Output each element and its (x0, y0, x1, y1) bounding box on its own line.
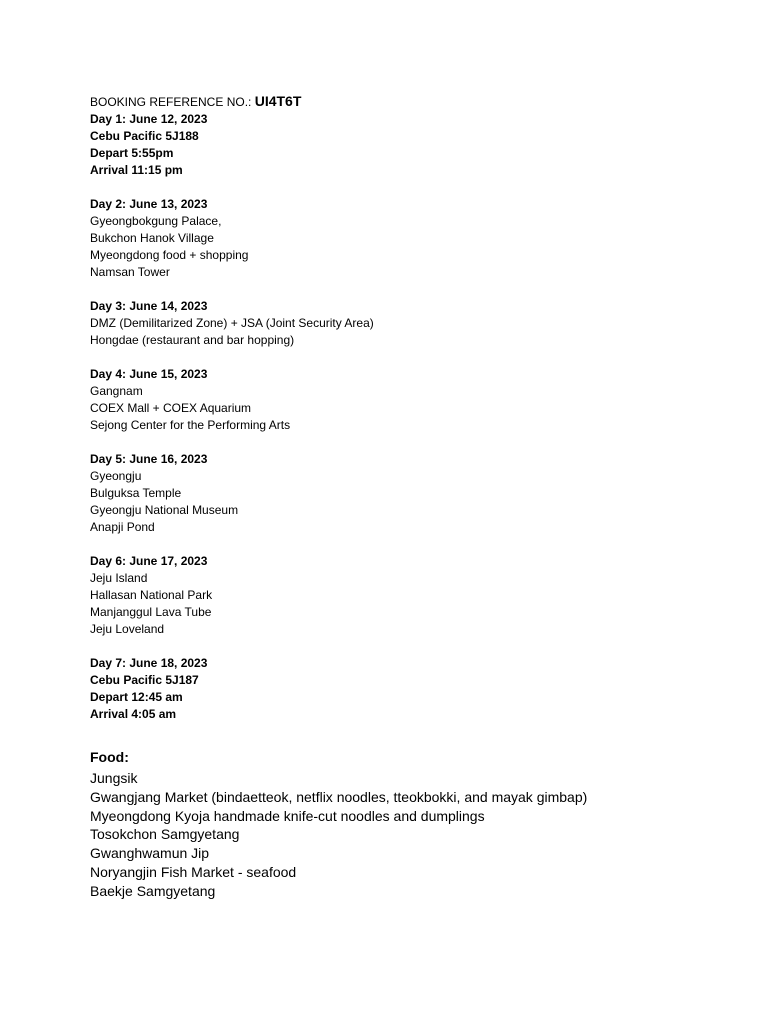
food-item: Gwangjang Market (bindaetteok, netflix noodles, tteokbokki, and mayak gimbap) (90, 788, 588, 805)
day-title: Day 7: June 18, 2023 (90, 656, 208, 670)
day-title: Day 4: June 15, 2023 (90, 367, 208, 381)
activity-line: Hongdae (restaurant and bar hopping) (90, 333, 295, 347)
day-title: Day 3: June 14, 2023 (90, 299, 208, 313)
activity-line: Gyeongbokgung Palace, (90, 214, 222, 228)
food-item: Jungsik (90, 770, 138, 786)
booking-reference (90, 93, 730, 111)
food-heading: Food: (90, 749, 129, 765)
day-2-section (90, 196, 730, 281)
activity-line: Bukchon Hanok Village (90, 231, 214, 245)
activity-line: DMZ (Demilitarized Zone) + JSA (Joint Security Area) (90, 316, 374, 330)
itinerary-content (90, 93, 730, 901)
activity-line: COEX Mall + COEX Aquarium (90, 401, 252, 415)
day-title: Day 1: June 12, 2023 (90, 112, 208, 126)
day-7-section (90, 655, 730, 723)
day-1-section (90, 111, 730, 179)
food-item: Gwanghwamun Jip (90, 845, 210, 862)
activity-line: Gangnam (90, 384, 143, 398)
activity-line: Gyeongju National Museum (90, 503, 239, 517)
food-item: Baekje Samgyetang (90, 882, 216, 899)
day-5-section (90, 451, 730, 536)
activity-line: Hallasan National Park (90, 588, 213, 602)
food-section (90, 748, 730, 901)
day-3-section (90, 298, 730, 349)
activity-line: Namsan Tower (90, 265, 170, 279)
activity-line: Jeju Loveland (90, 622, 165, 636)
day-title: Day 2: June 13, 2023 (90, 197, 208, 211)
day-title: Day 5: June 16, 2023 (90, 452, 208, 466)
food-item: Tosokchon Samgyetang (90, 826, 240, 843)
booking-reference-label: BOOKING REFERENCE NO.: (90, 95, 252, 109)
arrival-line: Arrival 4:05 am (90, 707, 177, 721)
activity-line: Manjanggul Lava Tube (90, 605, 212, 619)
day-title: Day 6: June 17, 2023 (90, 554, 208, 568)
departure-line: Depart 12:45 am (90, 690, 183, 704)
activity-line: Jeju Island (90, 571, 148, 585)
flight-line: Cebu Pacific 5J188 (90, 129, 199, 143)
activity-line: Anapji Pond (90, 520, 155, 534)
activity-line: Sejong Center for the Performing Arts (90, 418, 291, 432)
departure-line: Depart 5:55pm (90, 146, 174, 160)
food-item: Myeongdong Kyoja handmade knife-cut noodles and dumplings (90, 807, 485, 824)
booking-reference-code: UI4T6T (254, 93, 302, 109)
activity-line: Myeongdong food + shopping (90, 248, 249, 262)
day-6-section (90, 553, 730, 638)
arrival-line: Arrival 11:15 pm (90, 163, 183, 177)
food-item: Noryangjin Fish Market - seafood (90, 863, 297, 880)
day-4-section (90, 366, 730, 434)
activity-line: Gyeongju (90, 469, 142, 483)
flight-line: Cebu Pacific 5J187 (90, 673, 199, 687)
activity-line: Bulguksa Temple (90, 486, 182, 500)
